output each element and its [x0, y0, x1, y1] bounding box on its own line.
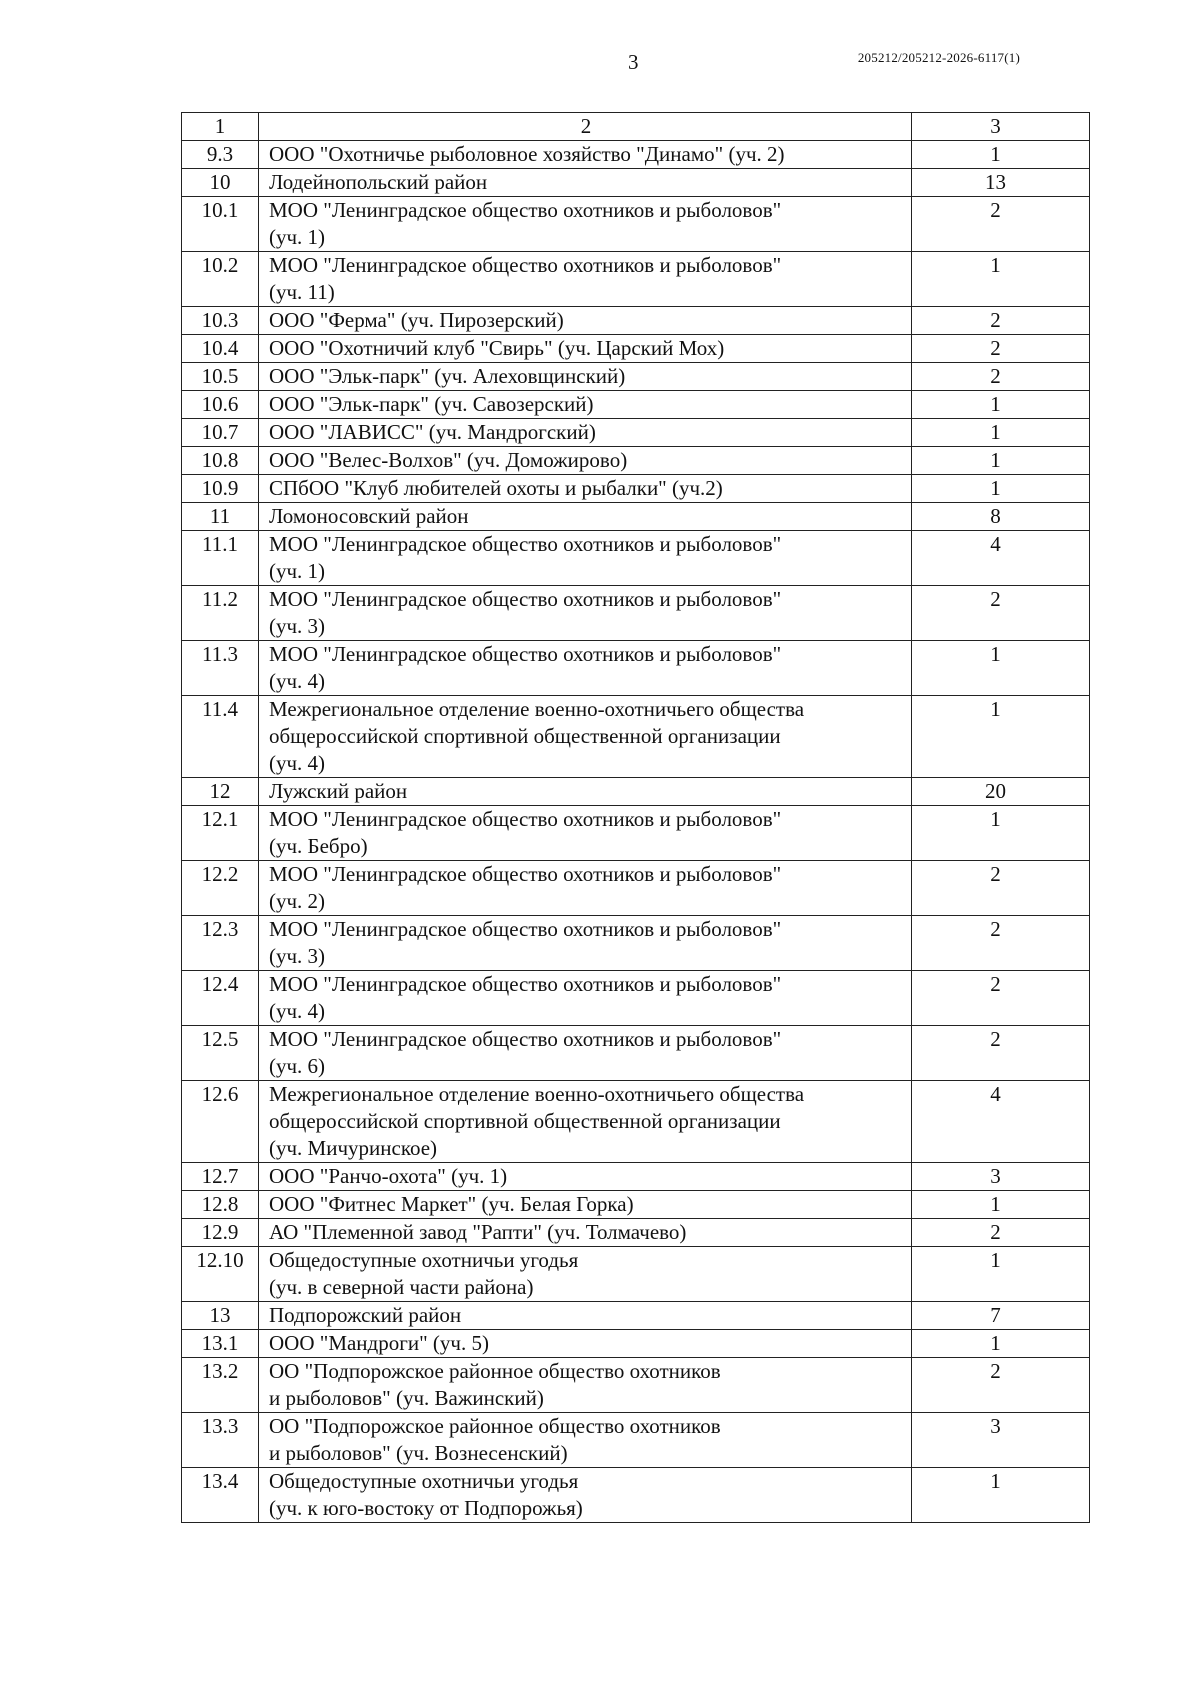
row-name-line: ООО "Ранчо-охота" (уч. 1)	[269, 1164, 508, 1188]
row-value: 1	[912, 1191, 1090, 1219]
row-name-cell	[259, 916, 912, 971]
document-code: 205212/205212-2026-6117(1)	[857, 50, 1020, 65]
table-row	[182, 197, 1090, 252]
table-row	[182, 1247, 1090, 1302]
row-name-line: МОО "Ленинградское общество охотников и рыболовов"	[269, 807, 782, 831]
row-number: 10	[182, 169, 259, 197]
row-value: 2	[912, 363, 1090, 391]
row-value: 1	[912, 1468, 1090, 1523]
row-value: 4	[912, 531, 1090, 586]
row-name-line: Лужский район	[269, 779, 408, 803]
row-value: 2	[912, 861, 1090, 916]
table-row	[182, 447, 1090, 475]
row-name-line: и рыболовов" (уч. Вознесенский)	[269, 1441, 568, 1465]
row-value: 2	[912, 1358, 1090, 1413]
row-name-line: (уч. 3)	[269, 614, 326, 638]
row-name-line: (уч. 4)	[269, 751, 326, 775]
row-name-line: (уч. 1)	[269, 559, 326, 583]
row-number: 12.3	[182, 916, 259, 971]
row-name-cell	[259, 806, 912, 861]
table-row	[182, 1163, 1090, 1191]
row-name-line: (уч. Мичуринское)	[269, 1136, 438, 1160]
table-row	[182, 1219, 1090, 1247]
table-row	[182, 1302, 1090, 1330]
row-number: 9.3	[182, 141, 259, 169]
row-name-cell	[259, 1081, 912, 1163]
header-col-3: 3	[912, 113, 1090, 141]
table-row	[182, 1026, 1090, 1081]
row-name-cell	[259, 1247, 912, 1302]
row-name-line: МОО "Ленинградское общество охотников и рыболовов"	[269, 642, 782, 666]
row-value: 20	[912, 778, 1090, 806]
row-name-cell	[259, 1413, 912, 1468]
row-number: 13	[182, 1302, 259, 1330]
table-row	[182, 1358, 1090, 1413]
row-value: 8	[912, 503, 1090, 531]
row-name-line: (уч. к юго-востоку от Подпорожья)	[269, 1496, 583, 1520]
row-value: 2	[912, 1219, 1090, 1247]
row-name-line: МОО "Ленинградское общество охотников и рыболовов"	[269, 532, 782, 556]
row-number: 12	[182, 778, 259, 806]
header-col-1: 1	[182, 113, 259, 141]
table-row	[182, 696, 1090, 778]
row-name-line: МОО "Ленинградское общество охотников и рыболовов"	[269, 1027, 782, 1051]
row-name-line: Лодейнопольский район	[269, 170, 488, 194]
row-name-line: Общедоступные охотничьи угодья	[269, 1469, 579, 1493]
row-name-line: Ломоносовский район	[269, 504, 469, 528]
row-name-line: ООО "Фитнес Маркет" (уч. Белая Горка)	[269, 1192, 634, 1216]
table-row	[182, 778, 1090, 806]
row-number: 10.9	[182, 475, 259, 503]
row-value: 2	[912, 197, 1090, 252]
row-number: 11.2	[182, 586, 259, 641]
row-value: 1	[912, 447, 1090, 475]
row-number: 10.1	[182, 197, 259, 252]
row-value: 3	[912, 1163, 1090, 1191]
row-name-cell	[259, 1330, 912, 1358]
row-number: 12.10	[182, 1247, 259, 1302]
row-name-cell	[259, 419, 912, 447]
table-row	[182, 363, 1090, 391]
row-name-cell	[259, 586, 912, 641]
row-name-line: ООО "ЛАВИСС" (уч. Мандрогский)	[269, 420, 596, 444]
table-header-row	[182, 113, 1090, 141]
row-name-line: (уч. 3)	[269, 944, 326, 968]
row-name-cell	[259, 778, 912, 806]
row-name-line: (уч. 11)	[269, 280, 335, 304]
row-name-cell	[259, 307, 912, 335]
allocation-table	[181, 112, 1090, 1523]
row-name-cell	[259, 447, 912, 475]
row-number: 12.2	[182, 861, 259, 916]
page-number: 3	[628, 50, 639, 74]
row-name-cell	[259, 1219, 912, 1247]
row-name-line: ОО "Подпорожское районное общество охотников	[269, 1414, 721, 1438]
table-row	[182, 252, 1090, 307]
row-name-cell	[259, 1302, 912, 1330]
row-value: 1	[912, 252, 1090, 307]
row-name-cell	[259, 971, 912, 1026]
row-name-line: СПбОО "Клуб любителей охоты и рыбалки" (уч.2)	[269, 476, 723, 500]
row-number: 10.8	[182, 447, 259, 475]
row-name-line: ООО "Эльк-парк" (уч. Савозерский)	[269, 392, 594, 416]
row-value: 1	[912, 141, 1090, 169]
row-value: 1	[912, 391, 1090, 419]
row-name-line: ОО "Подпорожское районное общество охотников	[269, 1359, 721, 1383]
row-number: 13.1	[182, 1330, 259, 1358]
row-name-line: (уч. 6)	[269, 1054, 326, 1078]
row-value: 1	[912, 696, 1090, 778]
row-name-cell	[259, 141, 912, 169]
table-row	[182, 1191, 1090, 1219]
row-name-cell	[259, 1468, 912, 1523]
row-name-line: Подпорожский район	[269, 1303, 462, 1327]
row-value: 7	[912, 1302, 1090, 1330]
table-row	[182, 861, 1090, 916]
row-name-line: (уч. 4)	[269, 669, 326, 693]
row-name-cell	[259, 503, 912, 531]
row-name-line: МОО "Ленинградское общество охотников и рыболовов"	[269, 862, 782, 886]
row-name-line: общероссийской спортивной общественной организации	[269, 724, 781, 748]
row-name-line: (уч. 1)	[269, 225, 326, 249]
table-body	[182, 113, 1090, 1523]
row-name-cell	[259, 391, 912, 419]
row-number: 13.2	[182, 1358, 259, 1413]
row-name-line: общероссийской спортивной общественной организации	[269, 1109, 781, 1133]
table-row	[182, 307, 1090, 335]
row-name-line: АО "Племенной завод "Рапти" (уч. Толмачево)	[269, 1220, 687, 1244]
row-number: 12.9	[182, 1219, 259, 1247]
row-value: 13	[912, 169, 1090, 197]
row-name-cell	[259, 475, 912, 503]
table-row	[182, 1330, 1090, 1358]
table-row	[182, 586, 1090, 641]
table-row	[182, 806, 1090, 861]
table-row	[182, 475, 1090, 503]
row-number: 12.4	[182, 971, 259, 1026]
row-name-line: (уч. 2)	[269, 889, 326, 913]
row-number: 11	[182, 503, 259, 531]
row-name-line: (уч. Бебро)	[269, 834, 368, 858]
row-name-line: ООО "Охотничье рыболовное хозяйство "Динамо" (уч. 2)	[269, 142, 785, 166]
row-value: 1	[912, 475, 1090, 503]
row-name-cell	[259, 169, 912, 197]
row-name-line: ООО "Мандроги" (уч. 5)	[269, 1331, 489, 1355]
row-name-line: Общедоступные охотничьи угодья	[269, 1248, 579, 1272]
row-name-line: Межрегиональное отделение военно-охотничьего общества	[269, 697, 805, 721]
row-name-line: ООО "Охотничий клуб "Свирь" (уч. Царский Мох)	[269, 336, 725, 360]
row-number: 10.6	[182, 391, 259, 419]
table-row	[182, 419, 1090, 447]
row-number: 12.7	[182, 1163, 259, 1191]
row-name-line: МОО "Ленинградское общество охотников и рыболовов"	[269, 972, 782, 996]
row-value: 1	[912, 1247, 1090, 1302]
table-row	[182, 169, 1090, 197]
row-number: 10.3	[182, 307, 259, 335]
row-name-cell	[259, 1191, 912, 1219]
row-name-cell	[259, 335, 912, 363]
row-name-line: МОО "Ленинградское общество охотников и рыболовов"	[269, 587, 782, 611]
row-name-line: и рыболовов" (уч. Важинский)	[269, 1386, 544, 1410]
row-number: 11.4	[182, 696, 259, 778]
row-name-cell	[259, 531, 912, 586]
table-row	[182, 1468, 1090, 1523]
row-name-cell	[259, 252, 912, 307]
row-number: 10.2	[182, 252, 259, 307]
row-number: 12.8	[182, 1191, 259, 1219]
table-row	[182, 916, 1090, 971]
row-value: 3	[912, 1413, 1090, 1468]
row-name-line: Межрегиональное отделение военно-охотничьего общества	[269, 1082, 805, 1106]
row-name-line: МОО "Ленинградское общество охотников и рыболовов"	[269, 917, 782, 941]
row-name-line: (уч. 4)	[269, 999, 326, 1023]
table-row	[182, 1413, 1090, 1468]
row-name-cell	[259, 1358, 912, 1413]
row-value: 4	[912, 1081, 1090, 1163]
row-value: 2	[912, 916, 1090, 971]
row-number: 13.3	[182, 1413, 259, 1468]
row-name-cell	[259, 861, 912, 916]
row-name-cell	[259, 641, 912, 696]
row-number: 10.7	[182, 419, 259, 447]
row-number: 12.1	[182, 806, 259, 861]
table-row	[182, 971, 1090, 1026]
row-name-line: ООО "Ферма" (уч. Пирозерский)	[269, 308, 564, 332]
table-row	[182, 531, 1090, 586]
row-value: 2	[912, 307, 1090, 335]
table-row	[182, 1081, 1090, 1163]
table-row	[182, 391, 1090, 419]
row-value: 2	[912, 335, 1090, 363]
row-value: 1	[912, 806, 1090, 861]
row-name-line: ООО "Велес-Волхов" (уч. Доможирово)	[269, 448, 628, 472]
row-name-cell	[259, 197, 912, 252]
table-row	[182, 141, 1090, 169]
row-value: 2	[912, 586, 1090, 641]
row-number: 11.3	[182, 641, 259, 696]
row-value: 1	[912, 419, 1090, 447]
row-number: 12.6	[182, 1081, 259, 1163]
row-number: 11.1	[182, 531, 259, 586]
table-row	[182, 641, 1090, 696]
header-col-2: 2	[259, 113, 912, 141]
row-number: 12.5	[182, 1026, 259, 1081]
row-name-cell	[259, 1026, 912, 1081]
row-name-line: МОО "Ленинградское общество охотников и рыболовов"	[269, 253, 782, 277]
row-value: 1	[912, 1330, 1090, 1358]
row-name-cell	[259, 363, 912, 391]
row-number: 13.4	[182, 1468, 259, 1523]
row-value: 1	[912, 641, 1090, 696]
row-name-line: ООО "Эльк-парк" (уч. Алеховщинский)	[269, 364, 626, 388]
row-name-line: (уч. в северной части района)	[269, 1275, 534, 1299]
row-value: 2	[912, 1026, 1090, 1081]
row-name-cell	[259, 696, 912, 778]
row-value: 2	[912, 971, 1090, 1026]
row-number: 10.5	[182, 363, 259, 391]
row-number: 10.4	[182, 335, 259, 363]
table-row	[182, 335, 1090, 363]
row-name-cell	[259, 1163, 912, 1191]
table-row	[182, 503, 1090, 531]
row-name-line: МОО "Ленинградское общество охотников и рыболовов"	[269, 198, 782, 222]
